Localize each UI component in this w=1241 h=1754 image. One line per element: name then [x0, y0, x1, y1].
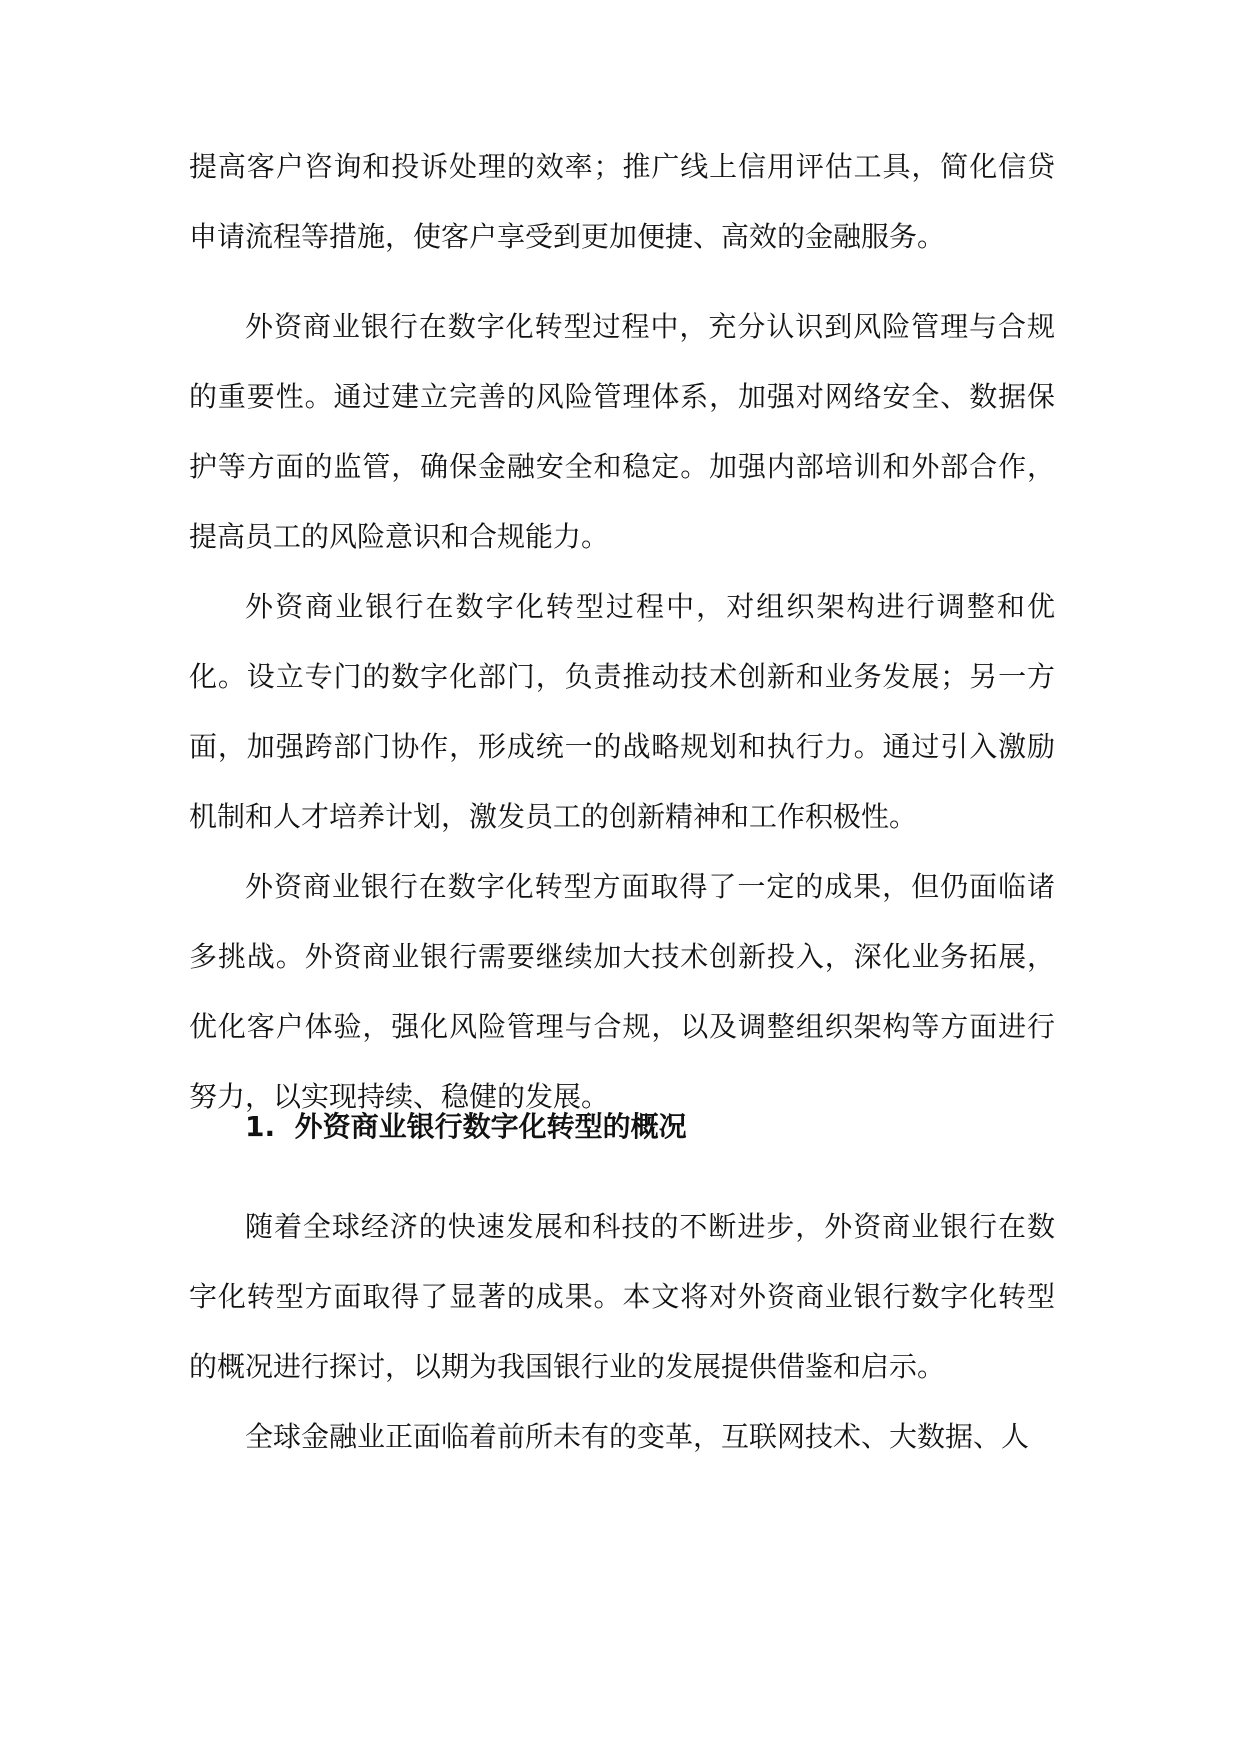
paragraph-4: 外资商业银行在数字化转型方面取得了一定的成果，但仍面临诸多挑战。外资商业银行需要继续加大技术创新投入，深化业务拓展，优化客户体验，强化风险管理与合规，以及调整组织架构等方面进行努力，以实现持续、稳健的发展。: [189, 870, 1055, 1113]
paragraph-2: 外资商业银行在数字化转型过程中，充分认识到风险管理与合规的重要性。通过建立完善的风险管理体系，加强对网络安全、数据保护等方面的监管，确保金融安全和稳定。加强内部培训和外部合作，提高员工的风险意识和合规能力。: [189, 310, 1055, 553]
paragraph-5: 随着全球经济的快速发展和科技的不断进步，外资商业银行在数字化转型方面取得了显著的成果。本文将对外资商业银行数字化转型的概况进行探讨，以期为我国银行业的发展提供借鉴和启示。: [189, 1210, 1055, 1383]
section-heading-title: 外资商业银行数字化转型的概况: [294, 1110, 687, 1143]
paragraph-6: 全球金融业正面临着前所未有的变革，互联网技术、大数据、人: [245, 1420, 1030, 1453]
section-heading-block: [189, 1092, 1055, 1162]
paragraph-1: 提高客户咨询和投诉处理的效率；推广线上信用评估工具，简化信贷申请流程等措施，使客户享受到更加便捷、高效的金融服务。: [189, 150, 1055, 253]
body-text-top: [189, 132, 1055, 272]
section-heading-number: 1.: [245, 1110, 276, 1143]
paragraph-3: 外资商业银行在数字化转型过程中，对组织架构进行调整和优化。设立专门的数字化部门，负责推动技术创新和业务发展；另一方面，加强跨部门协作，形成统一的战略规划和执行力。通过引入激励机制和人才培养计划，激发员工的创新精神和工作积极性。: [189, 590, 1055, 833]
body-text-middle: [189, 292, 1055, 1132]
section-heading: [189, 1092, 1055, 1162]
body-text-bottom: [189, 1192, 1055, 1472]
